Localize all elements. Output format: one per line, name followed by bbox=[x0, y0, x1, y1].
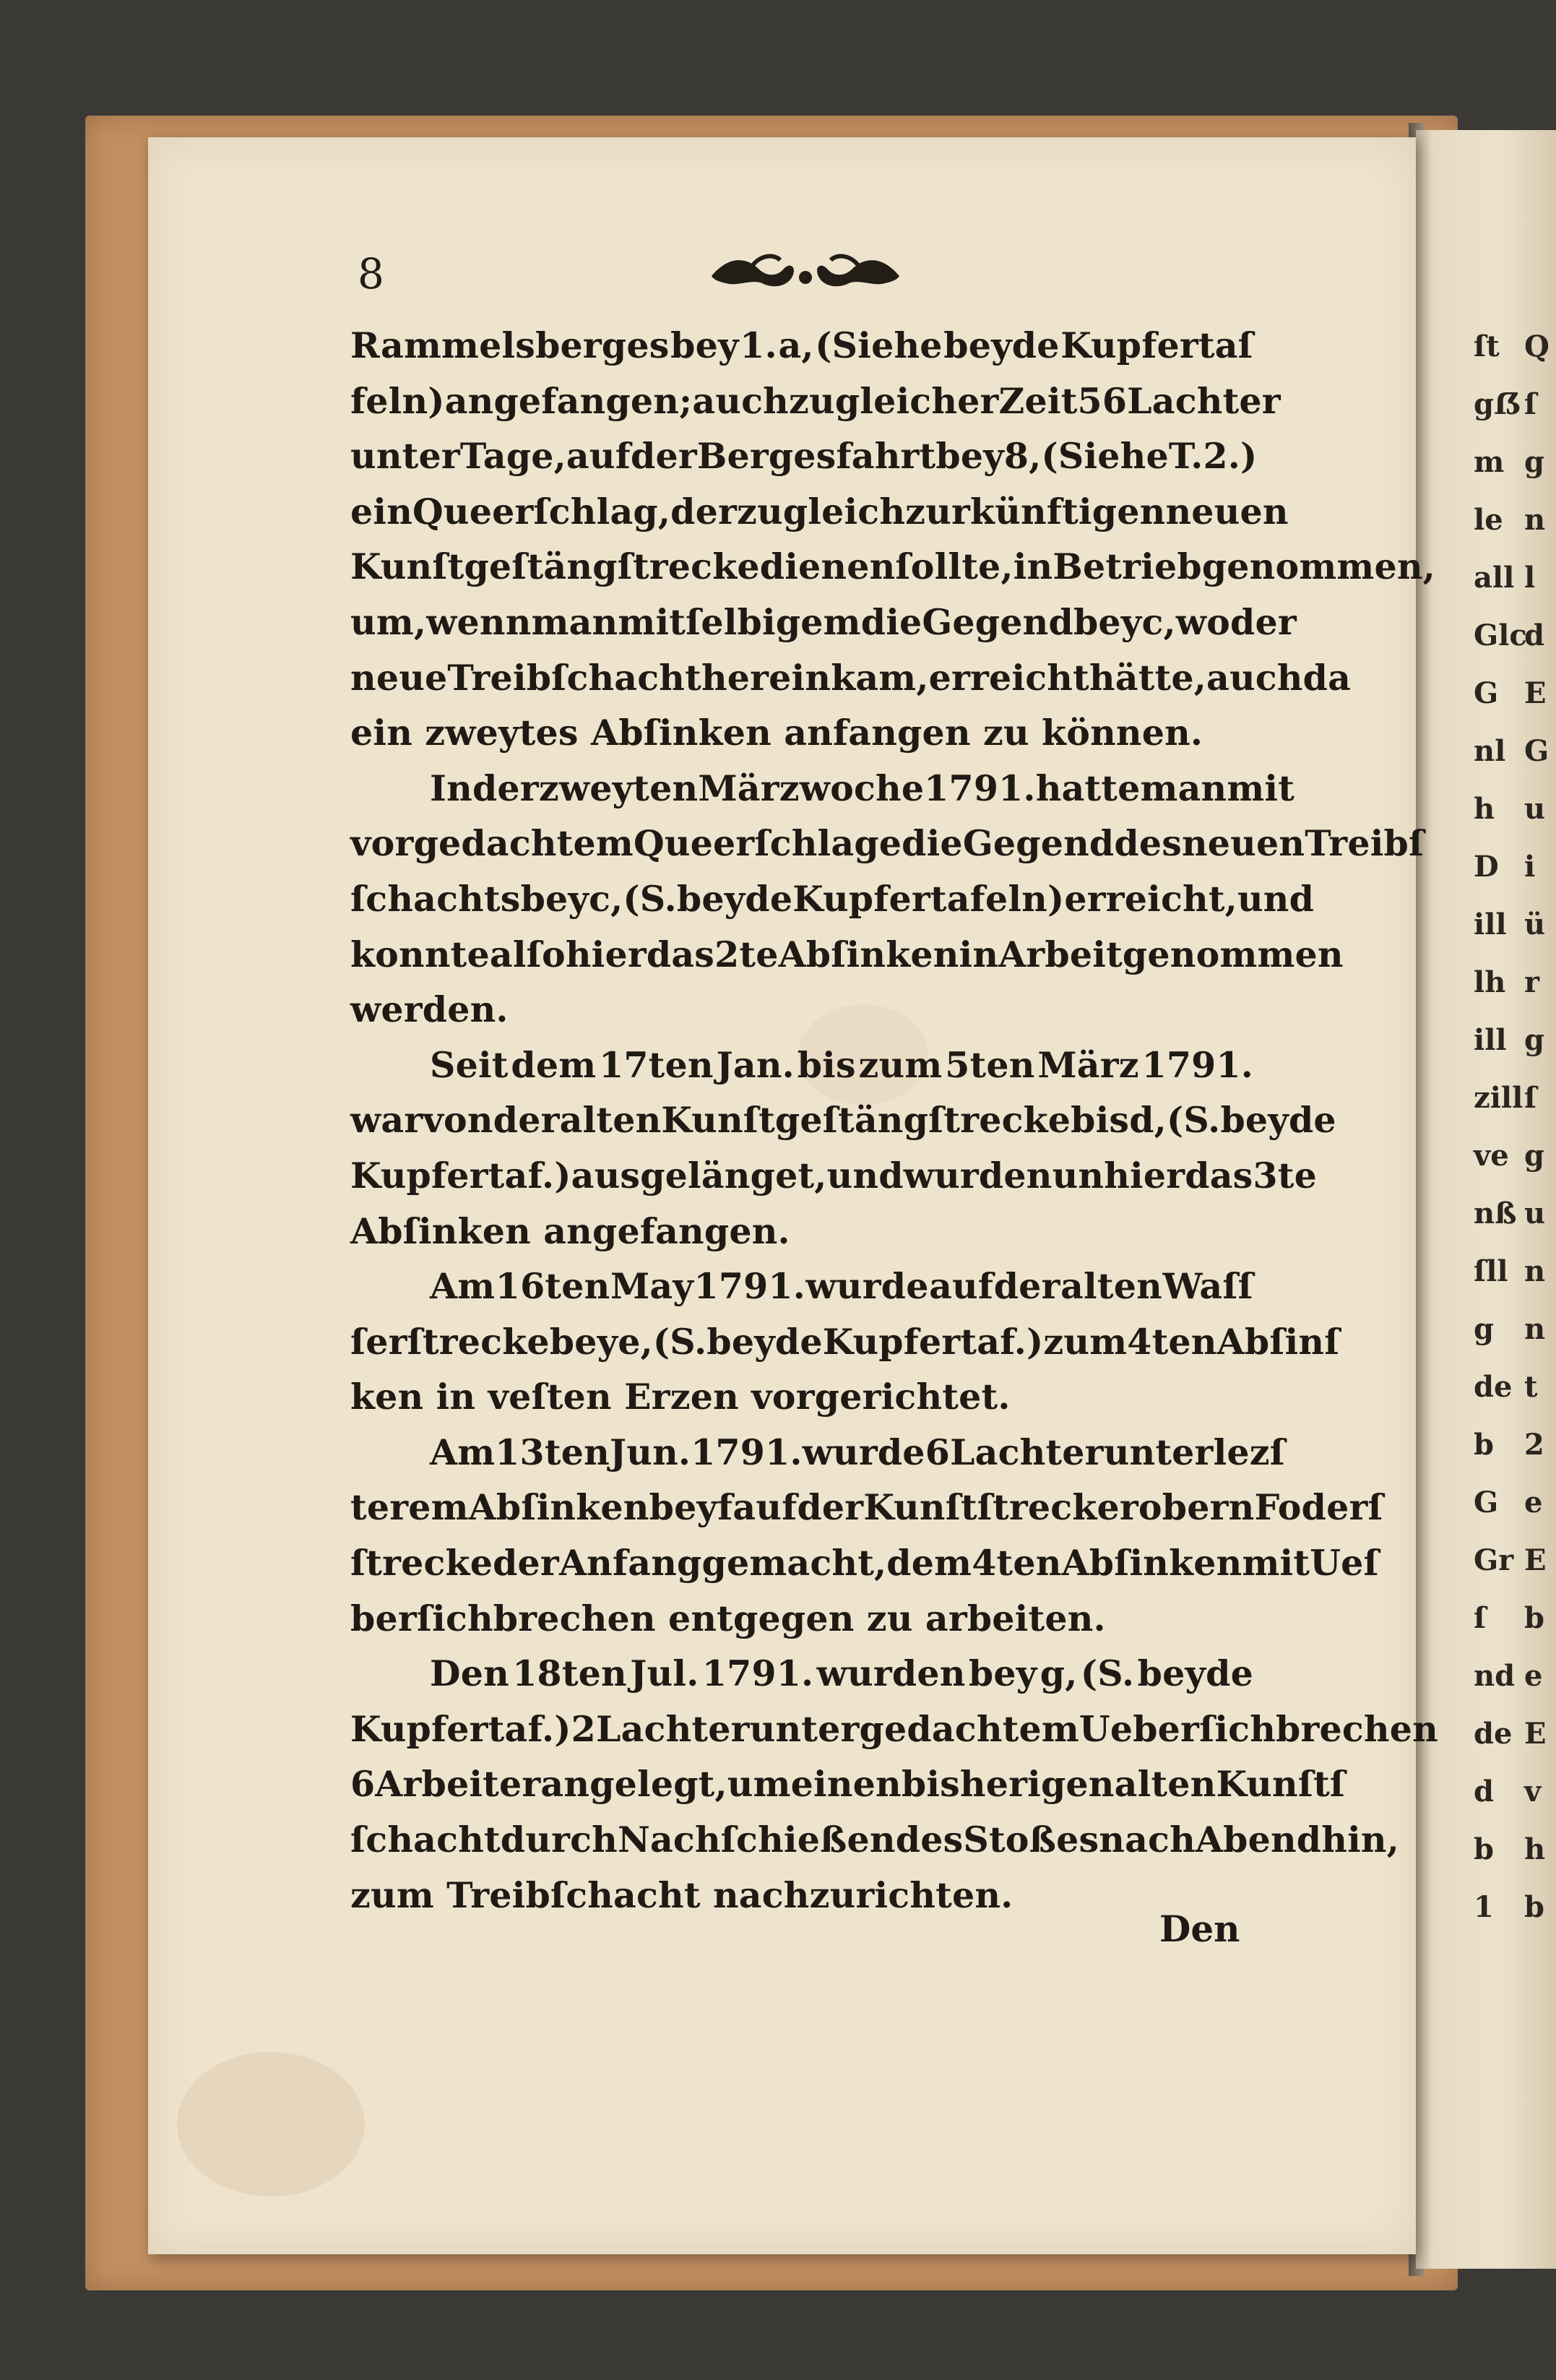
word: c, bbox=[589, 877, 623, 920]
word: konnte bbox=[350, 933, 490, 975]
word: Kupfertaſ bbox=[1060, 324, 1253, 366]
word: vorgedachtem bbox=[350, 822, 634, 865]
word: Am bbox=[430, 1265, 496, 1308]
word: neuen bbox=[1165, 490, 1289, 533]
word: In bbox=[430, 767, 472, 809]
word: wo bbox=[1175, 600, 1231, 643]
text-line: ken in veſten Erzen vorgerichtet. bbox=[350, 1376, 1011, 1418]
word: 8, bbox=[1003, 435, 1042, 478]
word: der bbox=[472, 767, 539, 809]
word: 3te bbox=[1253, 1154, 1317, 1197]
word: 1791. bbox=[1141, 1043, 1253, 1086]
word: alſo bbox=[489, 933, 566, 975]
paper-stain bbox=[177, 2052, 365, 2196]
text-line: ein zweytes Abſinken anfangen zu können. bbox=[350, 712, 1203, 754]
word: wurde bbox=[805, 1265, 929, 1308]
word: e, bbox=[618, 1320, 653, 1363]
word: zum bbox=[858, 1043, 943, 1086]
word: der bbox=[797, 1486, 864, 1529]
word: Gegend bbox=[962, 822, 1115, 865]
word: 1791. bbox=[701, 1652, 814, 1695]
text-line bbox=[350, 484, 1289, 540]
word: terem bbox=[350, 1486, 469, 1529]
text-line bbox=[350, 1535, 1379, 1591]
word: hier bbox=[565, 933, 647, 975]
word: man bbox=[531, 600, 618, 643]
word: ausgelänget, bbox=[571, 1154, 827, 1197]
word: der bbox=[993, 1265, 1060, 1308]
facing-page-bleed-col2: Q ſ g n l d E G u i ü r g ſ g u n n t 2 e E b e E v h b bbox=[1524, 329, 1549, 1924]
word: Jan. bbox=[716, 1043, 795, 1086]
word: T. bbox=[1168, 435, 1203, 478]
word: Queerſchlage bbox=[633, 822, 902, 865]
word: gemacht, bbox=[701, 1542, 887, 1584]
word: wenn bbox=[426, 600, 532, 643]
text-line bbox=[350, 650, 1352, 706]
word: Abend bbox=[1195, 1819, 1322, 1861]
word: der bbox=[1230, 600, 1297, 643]
word: alten bbox=[1114, 1763, 1216, 1806]
word: Gegend bbox=[922, 600, 1073, 643]
text-line bbox=[350, 1702, 1438, 1757]
word: 56 bbox=[1077, 379, 1128, 422]
word: 4ten bbox=[1127, 1320, 1217, 1363]
word: Zeit bbox=[998, 379, 1078, 422]
text-line bbox=[350, 1646, 1253, 1702]
word: erreicht, bbox=[1064, 877, 1237, 920]
word: bey bbox=[935, 435, 1004, 478]
word: einen bbox=[790, 1763, 902, 1806]
word: bey bbox=[670, 324, 739, 366]
word: herein bbox=[701, 656, 831, 699]
word: der bbox=[630, 435, 697, 478]
word: zu bbox=[788, 379, 835, 422]
text-line bbox=[350, 1148, 1317, 1204]
word: bey bbox=[1073, 600, 1142, 643]
word: alten bbox=[559, 1099, 662, 1142]
word: Queerſchlag, bbox=[412, 490, 671, 533]
word: zugleich bbox=[736, 490, 906, 533]
text-line bbox=[350, 595, 1297, 650]
word: 1791. bbox=[693, 1265, 805, 1308]
word: Seit bbox=[430, 1043, 509, 1086]
word: der bbox=[493, 1099, 560, 1142]
word: a, bbox=[778, 324, 814, 366]
text-line bbox=[350, 1812, 1399, 1868]
word: Kupfertaf.) bbox=[350, 1707, 571, 1750]
word: 16ten bbox=[495, 1265, 610, 1308]
word: hätte, bbox=[1089, 656, 1206, 699]
word: angefangen; bbox=[444, 379, 693, 422]
word: durch bbox=[500, 1819, 618, 1861]
word: 6 bbox=[925, 1431, 950, 1473]
word: Kunſtgeſtängſtrecke bbox=[350, 546, 760, 588]
word: war bbox=[350, 1099, 423, 1142]
word: neuen bbox=[1181, 822, 1305, 865]
word: Rammelsberges bbox=[350, 324, 670, 366]
word: auf bbox=[732, 1486, 798, 1529]
word: auf bbox=[566, 435, 631, 478]
word: unter bbox=[350, 435, 460, 478]
word: (S. bbox=[652, 1320, 707, 1363]
word: mit bbox=[1227, 767, 1295, 809]
text-line bbox=[350, 871, 1315, 927]
word: bis bbox=[1071, 1099, 1130, 1142]
word: obern bbox=[1138, 1486, 1255, 1529]
word: die bbox=[860, 600, 922, 643]
text-line: zum Treibſchacht nachzurichten. bbox=[350, 1874, 1013, 1916]
word: ſchachts bbox=[350, 877, 521, 920]
word: ſelbigem bbox=[686, 600, 861, 643]
word: unter bbox=[1103, 1431, 1214, 1473]
word: Abſinken bbox=[778, 933, 959, 975]
word: in bbox=[1013, 546, 1053, 588]
word: Waſſ bbox=[1162, 1265, 1253, 1308]
word: Jun. bbox=[609, 1431, 691, 1473]
word: 4ten bbox=[972, 1542, 1062, 1584]
word: 13ten bbox=[495, 1431, 610, 1473]
word: unter bbox=[749, 1707, 860, 1750]
word: Jul. bbox=[630, 1652, 699, 1695]
text-line bbox=[350, 816, 1425, 871]
word: 2te bbox=[714, 933, 779, 975]
text-line bbox=[350, 1480, 1383, 1535]
word: nun bbox=[1026, 1154, 1105, 1197]
word: Treibſ bbox=[1305, 822, 1425, 865]
word: 6 bbox=[350, 1763, 376, 1806]
text-line bbox=[350, 927, 1344, 983]
word: um, bbox=[350, 600, 427, 643]
word: d, bbox=[1129, 1099, 1167, 1142]
word: Märzwoche bbox=[698, 767, 925, 809]
word: Kunſtſ bbox=[1216, 1763, 1346, 1806]
word: dem bbox=[886, 1542, 972, 1584]
word: Anfang bbox=[558, 1542, 702, 1584]
word: beyde bbox=[943, 324, 1060, 366]
word: Abſinken bbox=[1061, 1542, 1242, 1584]
body-text bbox=[350, 318, 1438, 1923]
text-line bbox=[350, 428, 1258, 484]
page-number: 8 bbox=[358, 249, 384, 298]
text-line bbox=[350, 374, 1281, 429]
word: bey bbox=[520, 877, 589, 920]
word: und bbox=[1237, 877, 1315, 920]
word: neue bbox=[350, 656, 448, 699]
text-line bbox=[350, 1314, 1340, 1370]
text-line bbox=[350, 539, 1435, 595]
catchword: Den bbox=[1159, 1907, 1240, 1950]
word: man bbox=[1140, 767, 1227, 809]
word: wurde bbox=[802, 1431, 925, 1473]
word: May bbox=[610, 1265, 694, 1308]
word: Abſinken bbox=[468, 1486, 649, 1529]
word: bey bbox=[549, 1320, 618, 1363]
word: wurde bbox=[903, 1154, 1026, 1197]
word: Lachter bbox=[595, 1707, 750, 1750]
word: des bbox=[895, 1819, 964, 1861]
word: genommen bbox=[1122, 933, 1344, 975]
word: 5ten bbox=[945, 1043, 1035, 1086]
text-line bbox=[350, 1259, 1253, 1314]
word: dem bbox=[511, 1043, 597, 1086]
word: (Siehe bbox=[1041, 435, 1169, 478]
word: in bbox=[959, 933, 999, 975]
word: ſerſtrecke bbox=[350, 1320, 550, 1363]
word: Arbeiter bbox=[375, 1763, 541, 1806]
word: Treibſchacht bbox=[447, 656, 701, 699]
word: angelegt, bbox=[540, 1763, 727, 1806]
word: Ueberſichbrechen bbox=[1079, 1707, 1438, 1750]
word: das bbox=[1185, 1154, 1253, 1197]
word: der bbox=[670, 490, 737, 533]
word: Nachſchießen bbox=[617, 1819, 896, 1861]
word: und bbox=[826, 1154, 904, 1197]
text-line bbox=[350, 1038, 1253, 1093]
word: auf bbox=[929, 1265, 994, 1308]
text-line: werden. bbox=[350, 988, 509, 1031]
word: lezſ bbox=[1213, 1431, 1286, 1473]
word: Tage, bbox=[459, 435, 566, 478]
word: Bergesfahrt bbox=[696, 435, 936, 478]
word: Kunſtgeſtängſtrecke bbox=[661, 1099, 1071, 1142]
word: hier bbox=[1104, 1154, 1185, 1197]
word: g, bbox=[1040, 1652, 1078, 1695]
text-line: Abſinken angefangen. bbox=[350, 1210, 790, 1252]
word: 1791. bbox=[691, 1431, 803, 1473]
word: bisherigen bbox=[901, 1763, 1115, 1806]
word: alten bbox=[1060, 1265, 1162, 1308]
word: Lachter bbox=[1127, 379, 1281, 422]
word: mit bbox=[1242, 1542, 1310, 1584]
word: bey bbox=[649, 1486, 718, 1529]
word: das bbox=[646, 933, 715, 975]
word: (S. bbox=[623, 877, 677, 920]
word: Kunſtſtrecker bbox=[863, 1486, 1138, 1529]
word: ſollte, bbox=[895, 546, 1013, 588]
word: bis bbox=[797, 1043, 856, 1086]
facing-page-bleed-col1: ſt gẞ m le all Glc G nl h D ill lh ill zill ve nß ſll g de b G Gr ſ nd de d b 1 bbox=[1474, 329, 1527, 1924]
fleuron-ornament-icon bbox=[708, 247, 903, 298]
text-line bbox=[350, 1425, 1286, 1480]
word: Den bbox=[430, 1652, 509, 1695]
text-line bbox=[350, 1756, 1346, 1812]
word: beyde bbox=[706, 1320, 823, 1363]
word: f bbox=[717, 1486, 733, 1529]
text-line: berſichbrechen entgegen zu arbeiten. bbox=[350, 1597, 1106, 1639]
word: mit bbox=[618, 600, 686, 643]
word: Ueſ bbox=[1310, 1542, 1379, 1584]
word: genommen, bbox=[1201, 546, 1435, 588]
word: ſtrecke bbox=[350, 1542, 493, 1584]
word: beyde bbox=[1220, 1099, 1336, 1142]
word: der bbox=[493, 1542, 559, 1584]
word: da bbox=[1302, 656, 1352, 699]
word: ein bbox=[350, 490, 413, 533]
word: c, bbox=[1141, 600, 1176, 643]
word: des bbox=[1114, 822, 1182, 865]
word: 17ten bbox=[599, 1043, 714, 1086]
word: erreicht bbox=[928, 656, 1089, 699]
word: von bbox=[423, 1099, 493, 1142]
word: die bbox=[902, 822, 963, 865]
word: künftigen bbox=[970, 490, 1166, 533]
word: März bbox=[1037, 1043, 1139, 1086]
word: beyde bbox=[1137, 1652, 1253, 1695]
word: Kupfertaf.) bbox=[822, 1320, 1044, 1363]
word: auch bbox=[692, 379, 789, 422]
word: Abſinſ bbox=[1216, 1320, 1340, 1363]
word: gleicher bbox=[834, 379, 999, 422]
word: Stoßes bbox=[963, 1819, 1099, 1861]
word: Lachter bbox=[949, 1431, 1104, 1473]
word: hin, bbox=[1321, 1819, 1399, 1861]
word: Kupfertafeln) bbox=[792, 877, 1065, 920]
word: bey bbox=[968, 1652, 1037, 1695]
word: feln) bbox=[350, 379, 445, 422]
word: Foderſ bbox=[1254, 1486, 1383, 1529]
word: zum bbox=[1043, 1320, 1128, 1363]
word: (S. bbox=[1166, 1099, 1221, 1142]
word: (S. bbox=[1080, 1652, 1135, 1695]
word: Arbeit bbox=[998, 933, 1123, 975]
word: Betrieb bbox=[1053, 546, 1202, 588]
word: 1791. bbox=[924, 767, 1036, 809]
word: um bbox=[727, 1763, 791, 1806]
word: wurden bbox=[816, 1652, 966, 1695]
text-line bbox=[350, 1092, 1336, 1148]
word: 2 bbox=[571, 1707, 596, 1750]
word: (Siehe bbox=[815, 324, 943, 366]
word: dienen bbox=[759, 546, 896, 588]
word: gedachtem bbox=[859, 1707, 1079, 1750]
text-line bbox=[350, 761, 1295, 816]
word: ſchacht bbox=[350, 1819, 501, 1861]
word: Kupfertaf.) bbox=[350, 1154, 571, 1197]
word: 18ten bbox=[512, 1652, 627, 1695]
word: auch bbox=[1206, 656, 1303, 699]
word: hatte bbox=[1035, 767, 1141, 809]
word: kam, bbox=[831, 656, 929, 699]
word: zur bbox=[905, 490, 971, 533]
text-line bbox=[350, 318, 1253, 374]
word: beyde bbox=[676, 877, 793, 920]
word: zweyten bbox=[538, 767, 699, 809]
word: 2.) bbox=[1203, 435, 1258, 478]
word: nach bbox=[1099, 1819, 1196, 1861]
word: Am bbox=[430, 1431, 496, 1473]
word: 1. bbox=[740, 324, 777, 366]
